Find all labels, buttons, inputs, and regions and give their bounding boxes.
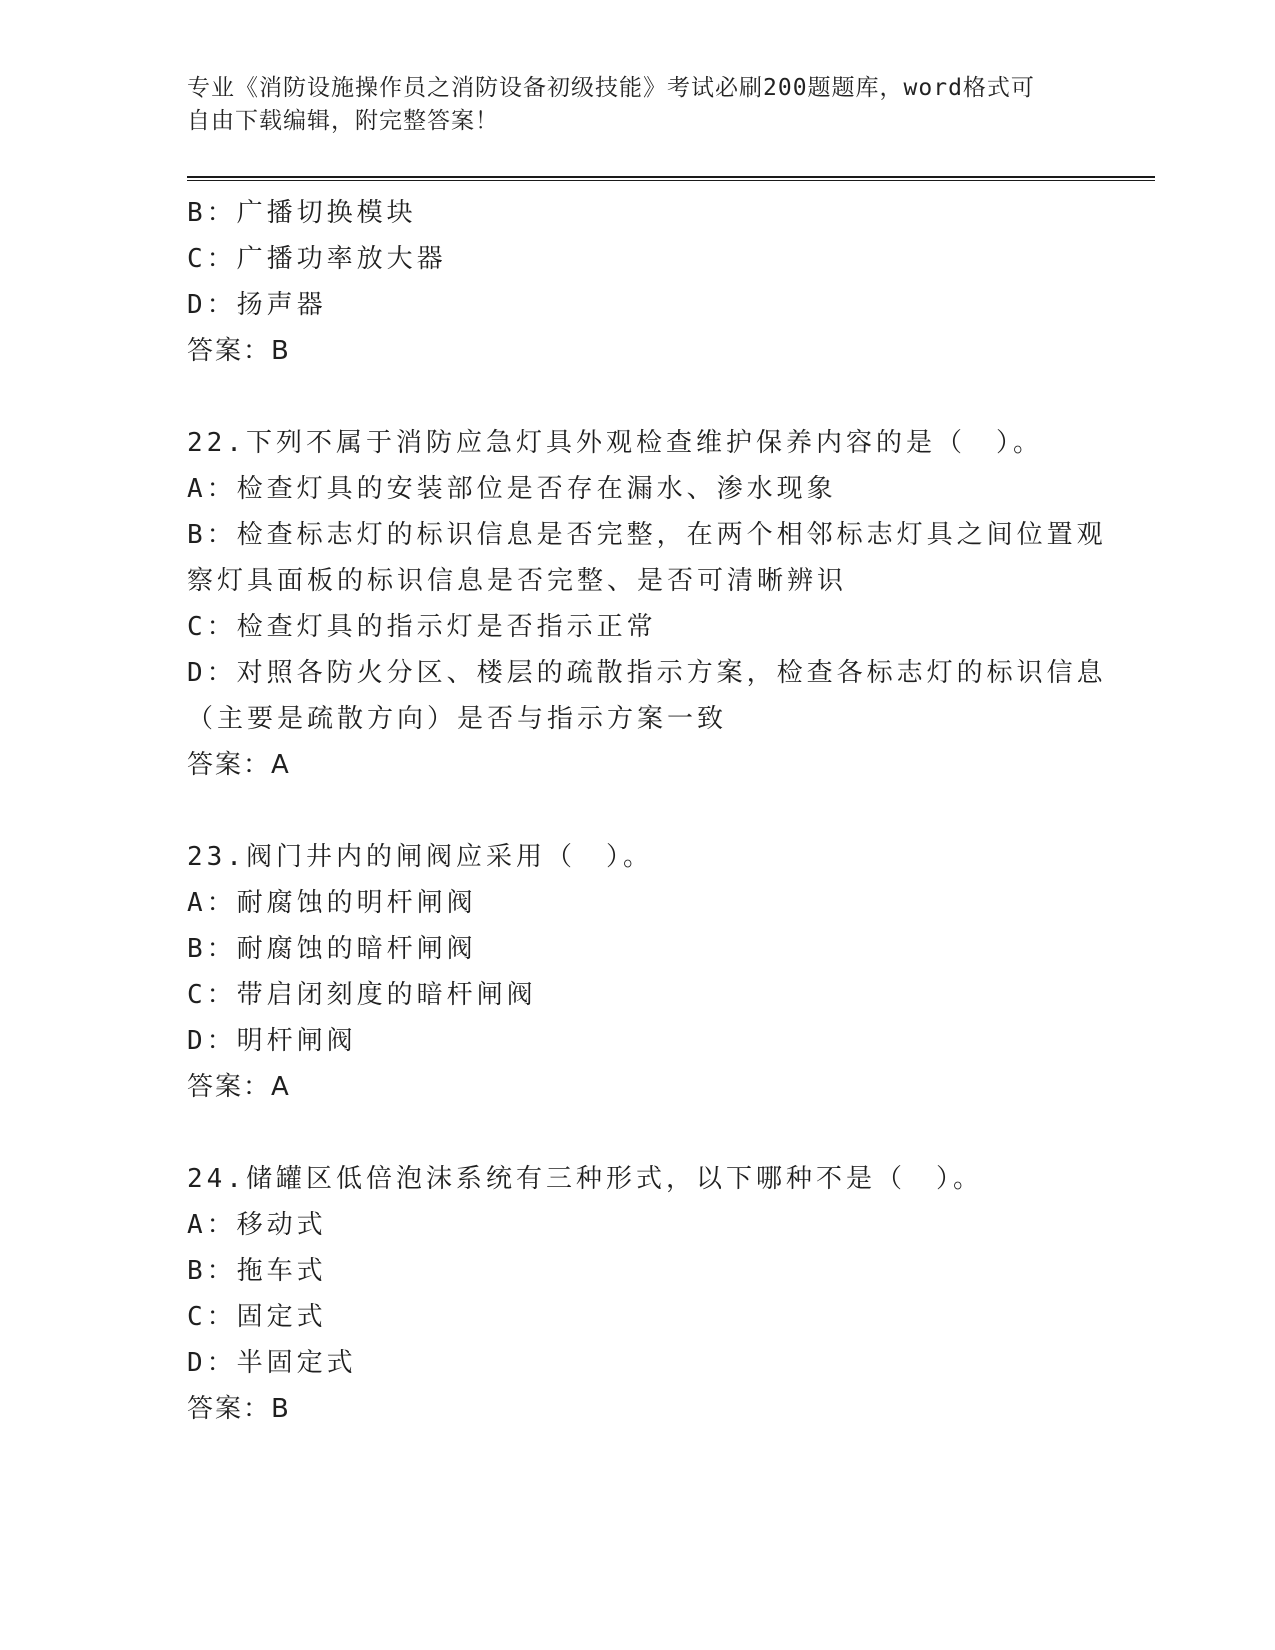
question-22 xyxy=(187,420,1107,788)
option-c: C：检查灯具的指示灯是否指示正常 xyxy=(187,612,657,642)
option-d: D：对照各防火分区、楼层的疏散指示方案，检查各标志灯的标识信息 xyxy=(187,658,1107,688)
option-a: A：移动式 xyxy=(187,1210,327,1240)
question-21-tail xyxy=(187,190,1087,374)
option-d: D：明杆闸阀 xyxy=(187,1026,357,1056)
answer-line: 答案：B xyxy=(187,336,291,366)
option-c: C：广播功率放大器 xyxy=(187,244,447,274)
question-text: 23.阀门井内的闸阀应采用（ ）。 xyxy=(187,842,653,872)
option-d-continued: （主要是疏散方向）是否与指示方案一致 xyxy=(187,704,728,734)
option-d: D：扬声器 xyxy=(187,290,327,320)
option-b: B：拖车式 xyxy=(187,1256,327,1286)
option-d: D：半固定式 xyxy=(187,1348,357,1378)
answer-line: 答案：A xyxy=(187,1072,291,1102)
document-header xyxy=(187,72,1087,138)
header-title-line-1: 专业《消防设施操作员之消防设备初级技能》考试必刷200题题库，word格式可 xyxy=(187,75,1035,101)
question-text: 24.储罐区低倍泡沫系统有三种形式，以下哪种不是（ ）。 xyxy=(187,1164,983,1194)
question-24 xyxy=(187,1156,1087,1432)
question-list xyxy=(187,190,1107,1432)
option-b: B：广播切换模块 xyxy=(187,198,417,228)
option-c: C：带启闭刻度的暗杆闸阀 xyxy=(187,980,537,1010)
header-title-line-2: 自由下载编辑，附完整答案！ xyxy=(187,108,499,134)
answer-line: 答案：A xyxy=(187,750,291,780)
question-text: 22.下列不属于消防应急灯具外观检查维护保养内容的是（ ）。 xyxy=(187,428,1043,458)
header-divider xyxy=(187,176,1155,181)
option-b: B：耐腐蚀的暗杆闸阀 xyxy=(187,934,477,964)
option-a: A：耐腐蚀的明杆闸阀 xyxy=(187,888,477,918)
option-b-continued: 察灯具面板的标识信息是否完整、是否可清晰辨识 xyxy=(187,566,848,596)
option-a: A：检查灯具的安装部位是否存在漏水、渗水现象 xyxy=(187,474,837,504)
option-c: C：固定式 xyxy=(187,1302,327,1332)
option-b: B：检查标志灯的标识信息是否完整，在两个相邻标志灯具之间位置观 xyxy=(187,520,1107,550)
question-23 xyxy=(187,834,1087,1110)
answer-line: 答案：B xyxy=(187,1394,291,1424)
